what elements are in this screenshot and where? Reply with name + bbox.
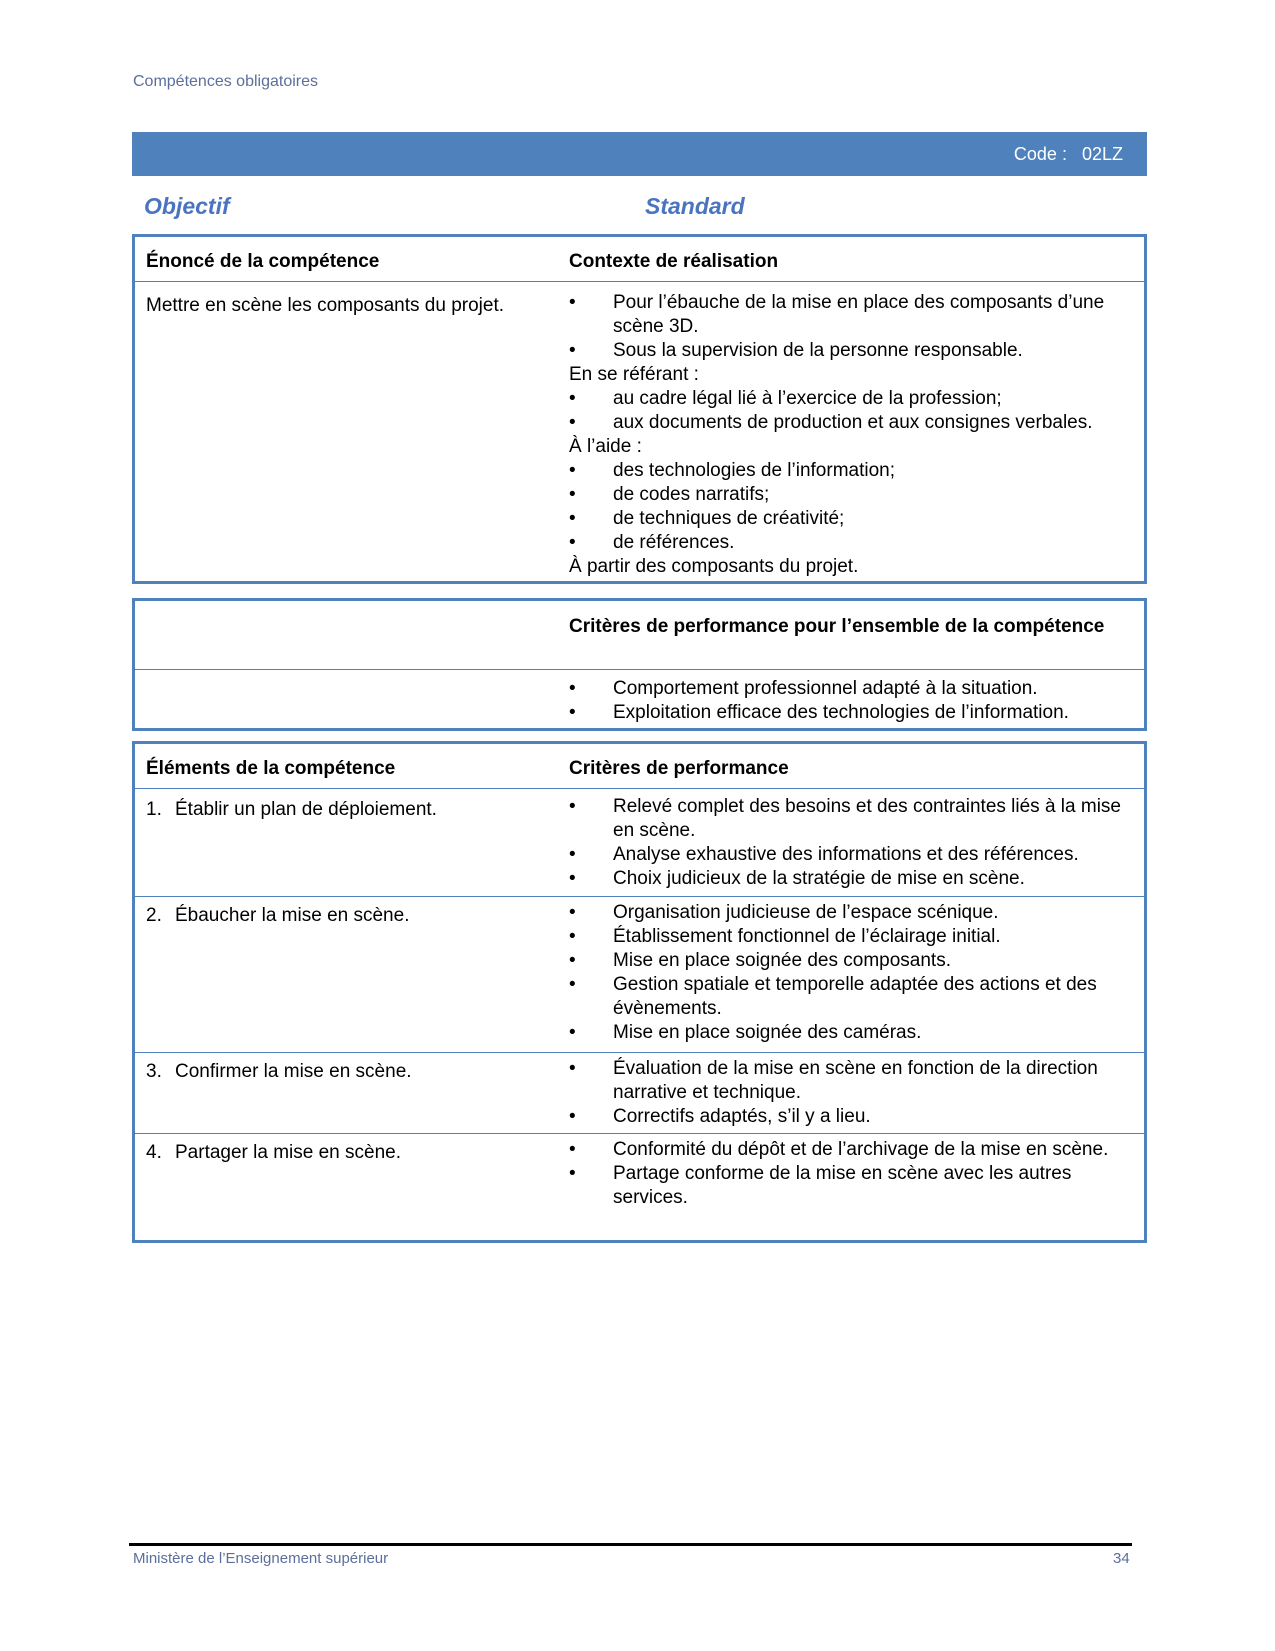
table-row [135,281,1144,581]
context-header: Contexte de réalisation [569,251,779,272]
list-item: • Établissement fonctionnel de l’éclairage initial. [569,925,1129,949]
list-item: • Choix judicieux de la stratégie de mise en scène. [569,867,1129,891]
list-item: • Sous la supervision de la personne responsable. [569,339,1129,363]
criteria-list [569,789,1129,891]
element-number: 1. [146,799,162,820]
element-text: Ébaucher la mise en scène. [175,905,410,926]
list-item: • Conformité du dépôt et de l’archivage de la mise en scène. [569,1138,1129,1162]
element-label [146,1061,412,1083]
list-item: • Partage conforme de la mise en scène avec les autres services. [569,1162,1129,1210]
overall-criteria-header: Critères de performance pour l’ensemble de la compétence [569,616,1105,637]
overall-criteria-list [569,670,1129,725]
criteria-list [569,897,1129,1045]
table-row [135,788,1144,896]
list-item: • Organisation judicieuse de l’espace scénique. [569,901,1129,925]
list-item: • Analyse exhaustive des informations et des références. [569,843,1129,867]
context-subheading: À partir des composants du projet. [569,556,859,577]
list-item: • Évaluation de la mise en scène en fonction de la direction narrative et technique. [569,1057,1129,1105]
element-number: 2. [146,905,162,926]
criteria-header: Critères de performance [569,758,789,779]
table-header-row [135,237,1144,281]
element-label [146,905,409,927]
standard-label: Standard [645,193,745,219]
criteria-list [569,1134,1129,1210]
element-label [146,799,437,821]
context-subheading: En se référant : [569,364,699,385]
element-number: 3. [146,1061,162,1082]
table-row [135,669,1144,728]
list-item: • Correctifs adaptés, s’il y a lieu. [569,1105,1129,1129]
element-text: Établir un plan de déploiement. [175,799,437,820]
context-subheading: À l’aide : [569,436,642,457]
list-item: • Gestion spatiale et temporelle adaptée des actions et des évènements. [569,973,1129,1021]
statement-header: Énoncé de la compétence [146,251,380,272]
list-item: • Relevé complet des besoins et des contraintes liés à la mise en scène. [569,795,1129,843]
list-item: • Comportement professionnel adapté à la situation. [569,677,1129,701]
element-label [146,1142,401,1164]
competency-statement: Mettre en scène les composants du projet. [146,295,505,316]
criteria-list [569,1053,1129,1129]
footer-divider [129,1543,1132,1546]
table-header-row [135,601,1144,669]
competency-code [1014,144,1123,165]
code-label: Code : [1013,144,1067,164]
code-bar [132,132,1147,176]
elements-header: Éléments de la compétence [146,758,396,779]
table-row [135,896,1144,1052]
footer-ministry: Ministère de l’Enseignement supérieur [133,1550,389,1567]
elements-criteria-table [132,741,1147,1243]
overall-criteria-table [132,598,1147,731]
page-number: 34 [1113,1550,1130,1567]
context-list [569,282,1129,579]
list-item: • Pour l’ébauche de la mise en place des composants d’une scène 3D. [569,291,1129,339]
list-item: • de références. [569,531,1129,555]
code-value: 02LZ [1081,144,1123,164]
list-item: • Mise en place soignée des composants. [569,949,1129,973]
table-row [135,1052,1144,1133]
running-title: Compétences obligatoires [133,73,318,90]
list-item: • Exploitation efficace des technologies de l’information. [569,701,1129,725]
list-item: • de techniques de créativité; [569,507,1129,531]
list-item: • des technologies de l’information; [569,459,1129,483]
list-item: • de codes narratifs; [569,483,1129,507]
list-item: • au cadre légal lié à l’exercice de la profession; [569,387,1129,411]
element-number: 4. [146,1142,162,1163]
element-text: Confirmer la mise en scène. [175,1061,412,1082]
table-header-row [135,744,1144,788]
list-item: • Mise en place soignée des caméras. [569,1021,1129,1045]
element-text: Partager la mise en scène. [175,1142,402,1163]
objective-label: Objectif [144,193,230,219]
list-item: • aux documents de production et aux consignes verbales. [569,411,1129,435]
table-row [135,1133,1144,1240]
statement-context-table [132,234,1147,584]
